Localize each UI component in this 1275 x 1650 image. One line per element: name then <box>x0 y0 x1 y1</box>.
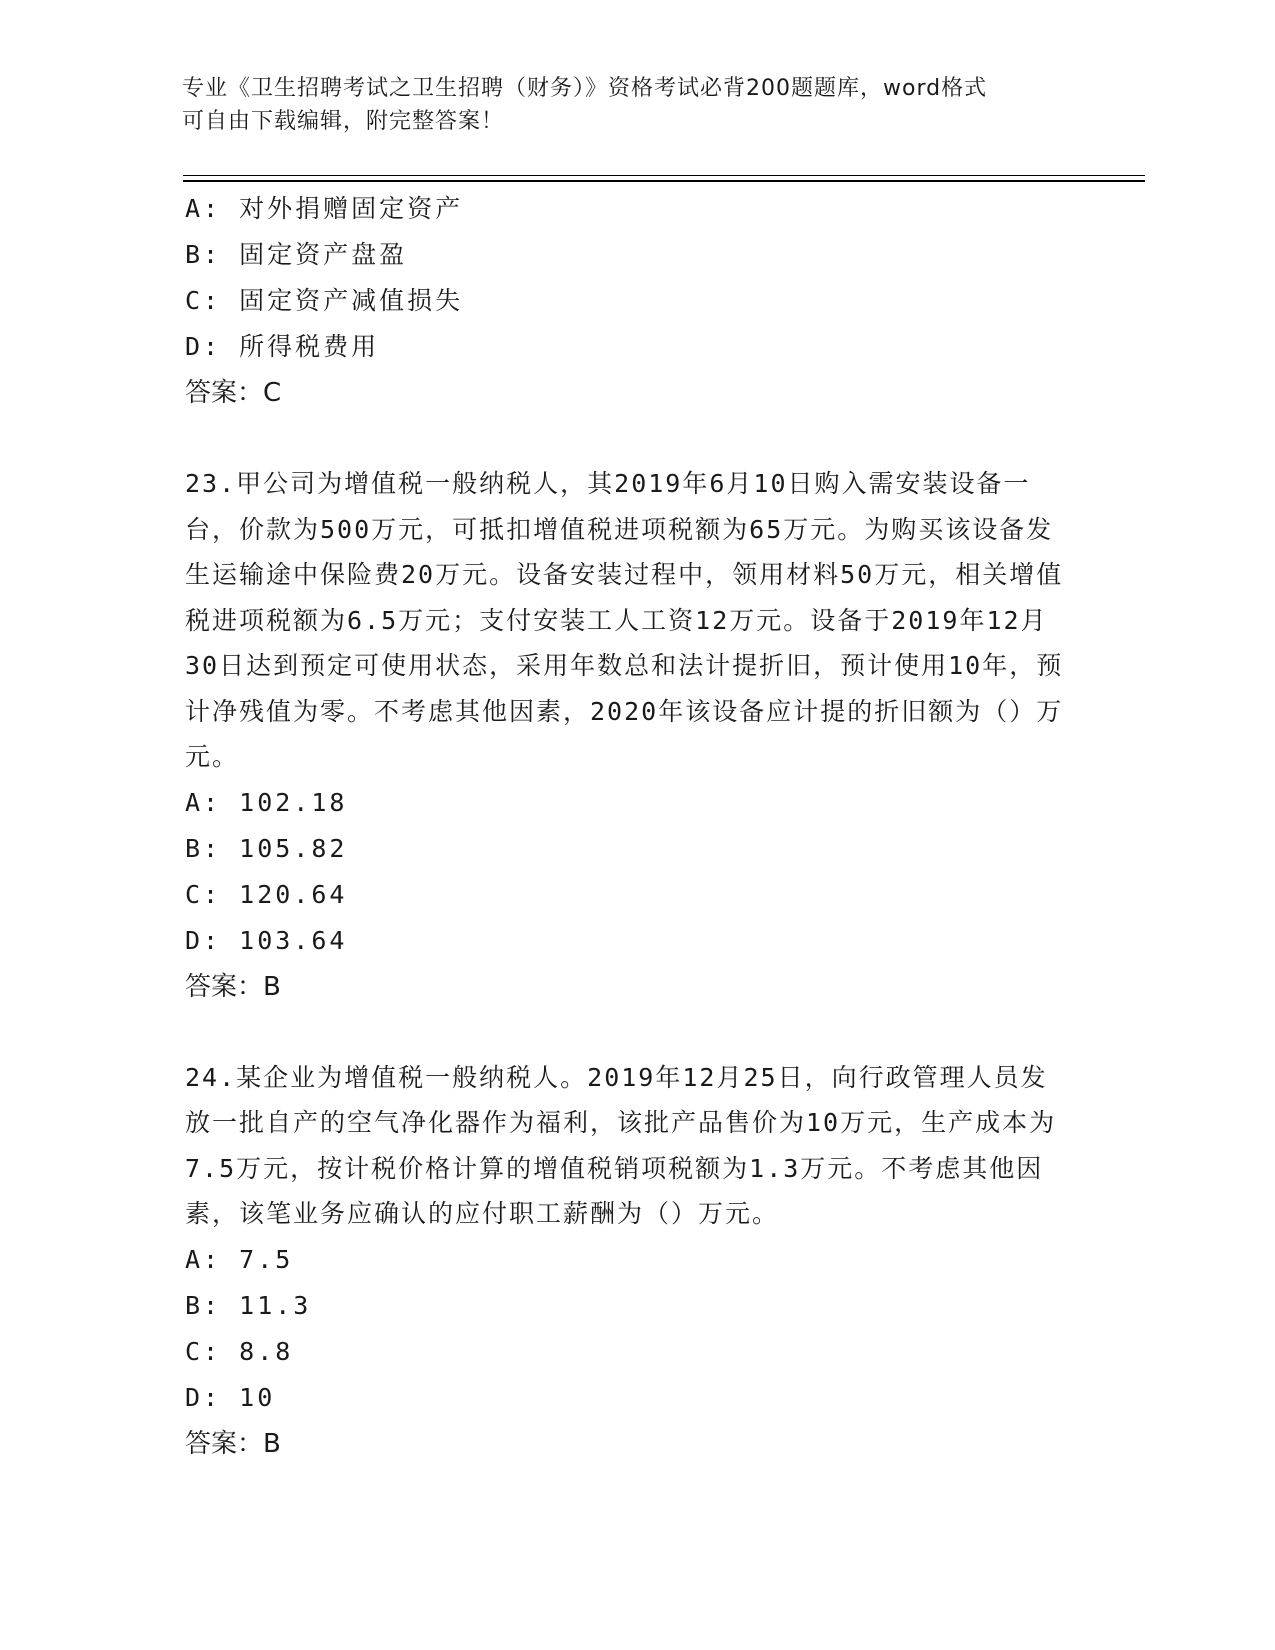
answer-label: 答案：B <box>185 1428 281 1459</box>
option-c: C: 8.8 <box>185 1336 294 1366</box>
answer-label: 答案：C <box>185 378 282 408</box>
option-a: A: 7.5 <box>185 1244 294 1274</box>
option-c: C: 120.64 <box>185 879 348 909</box>
header-line-1: 专业《卫生招聘考试之卫生招聘（财务）》资格考试必背200题题库，word格式 <box>182 76 988 101</box>
question-block-24 <box>185 1055 1085 1467</box>
header-divider-thin <box>183 175 1145 176</box>
option-b: B: 固定资产盘盈 <box>185 240 408 269</box>
option-b: B: 105.82 <box>185 833 348 863</box>
option-d: D: 10 <box>185 1382 276 1412</box>
question-text: 23.甲公司为增值税一般纳税人，其2019年6月10日购入需安装设备一台，价款为500万元，可抵扣增值税进项税额为65万元。为购买该设备发生运输途中保险费20万元。设备安装过程中，领用材料50万元，相关增值税进项税额为6.5万元；支付安装工人工资12万元。设备于2019年12月30日达到预定可使用状态，采用年数总和法计提折旧，预计使用10年，预计净残值为零。不考虑其他因素，2020年该设备应计提的折旧额为（）万元。 <box>185 469 1064 771</box>
option-b: B: 11.3 <box>185 1290 312 1320</box>
option-d: D: 103.64 <box>185 925 348 955</box>
question-text: 24.某企业为增值税一般纳税人。2019年12月25日，向行政管理人员发放一批自产的空气净化器作为福利，该批产品售价为10万元，生产成本为7.5万元，按计税价格计算的增值税销项税额为1.3万元。不考虑其他因素，该笔业务应确认的应付职工薪酬为（）万元。 <box>185 1062 1057 1228</box>
option-a: A: 对外捐赠固定资产 <box>185 194 464 223</box>
header-line-2: 可自由下载编辑，附完整答案！ <box>182 109 505 134</box>
answer-label: 答案：B <box>185 971 281 1002</box>
header-divider-thick <box>183 180 1145 182</box>
option-d: D: 所得税费用 <box>185 332 380 361</box>
option-c: C: 固定资产减值损失 <box>185 286 464 315</box>
option-a: A: 102.18 <box>185 787 348 817</box>
question-block-22 <box>185 186 1085 416</box>
document-header <box>182 72 1042 138</box>
question-list <box>185 186 1085 1467</box>
question-block-23 <box>185 461 1085 1010</box>
